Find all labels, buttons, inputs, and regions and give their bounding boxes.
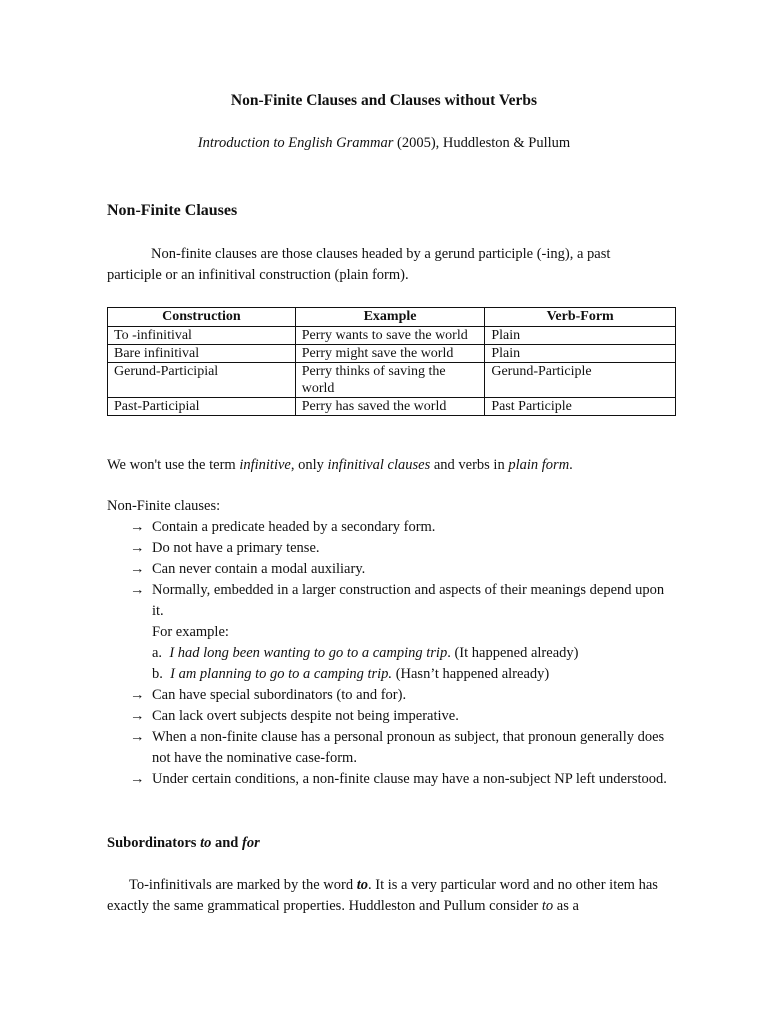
subheading-text: Subordinators: [107, 835, 201, 851]
table-row: [108, 345, 676, 363]
term-note-text: and verbs in: [430, 457, 509, 473]
table-cell: Plain: [485, 345, 676, 363]
example-a-rest: . (It happened already): [447, 645, 579, 661]
subheading-italic: to: [200, 835, 212, 851]
table-cell: Bare infinitival: [108, 345, 296, 363]
arrow-icon: →: [130, 708, 145, 724]
example-block: [107, 622, 667, 685]
arrow-icon: →: [130, 771, 145, 787]
example-a-italic: I had long been wanting to go to a camping trip: [169, 645, 448, 661]
table-cell: Perry has saved the world: [295, 398, 485, 416]
table-cell: Perry might save the world: [295, 345, 485, 363]
final-paragraph-text: as a: [553, 898, 579, 914]
example-b-rest: (Hasn’t happened already): [392, 666, 550, 682]
example-b-italic: I am planning to go to a camping trip.: [170, 666, 393, 682]
term-note-italic: plain form: [508, 457, 570, 473]
example-label: For example:: [152, 624, 229, 640]
subheading-text: and: [211, 835, 242, 851]
table-cell: Perry thinks of saving the world: [295, 363, 485, 398]
table-row: [108, 363, 676, 398]
citation-book-title: Introduction to English Grammar: [197, 135, 394, 151]
table-header: Verb-Form: [485, 308, 676, 327]
list-item: [107, 559, 667, 580]
list-item-text: Contain a predicate headed by a secondary form.: [152, 519, 436, 535]
list-item-text: Under certain conditions, a non-finite clause may have a non-subject NP left understood.: [152, 771, 667, 787]
list-intro: Non-Finite clauses:: [107, 498, 221, 514]
list-item-text: Do not have a primary tense.: [152, 540, 320, 556]
list-item: [107, 685, 667, 706]
section-heading: Non-Finite Clauses: [107, 202, 238, 219]
arrow-icon: →: [130, 519, 145, 535]
list-item: [107, 517, 667, 538]
term-note-text: .: [569, 457, 573, 473]
list-item: [107, 769, 667, 790]
table-cell: Past Participle: [485, 398, 676, 416]
list-item-text: Can never contain a modal auxiliary.: [152, 561, 366, 577]
construction-table: [107, 307, 676, 416]
list-item-text: When a non-finite clause has a personal pronoun as subject, that pronoun generally does not have the nominative case-form.: [152, 729, 665, 766]
arrow-icon: →: [130, 540, 145, 556]
list-item-text: Can have special subordinators (to and for).: [152, 687, 407, 703]
intro-paragraph: [107, 244, 667, 286]
table-row: [108, 327, 676, 345]
term-note-italic: infinitival clauses: [327, 457, 431, 473]
arrow-icon: →: [130, 729, 145, 745]
example-a: [152, 643, 667, 664]
table-cell: Past-Participial: [108, 398, 296, 416]
subordinators-heading: [107, 835, 260, 852]
table-row: [108, 398, 676, 416]
list-item-text: Can lack overt subjects despite not being imperative.: [152, 708, 459, 724]
example-b: [152, 664, 667, 685]
list-item: [107, 538, 667, 559]
table-cell: Perry wants to save the world: [295, 327, 485, 345]
final-paragraph-text: . It is a very particular word and no other item has exactly the same grammatical properties. Huddleston and Pullum consider: [107, 877, 658, 914]
term-note-italic: infinitive: [239, 457, 291, 473]
arrow-icon: →: [130, 582, 145, 598]
list-item: [107, 706, 667, 727]
final-paragraph-text: To-infinitivals are marked by the word: [129, 877, 357, 893]
arrow-icon: →: [130, 687, 145, 703]
table-header: Example: [295, 308, 485, 327]
list-item: [107, 727, 667, 769]
table-cell: Plain: [485, 327, 676, 345]
list-item-text: Normally, embedded in a larger construction and aspects of their meanings depend upon it.: [152, 582, 665, 619]
term-note-text: We won't use the term: [107, 457, 240, 473]
table-header-row: [108, 308, 676, 327]
table-cell: To -infinitival: [108, 327, 296, 345]
final-paragraph: [107, 875, 667, 917]
term-note-text: , only: [290, 457, 328, 473]
final-paragraph-italic: to: [541, 898, 554, 914]
non-finite-properties-list: [107, 517, 667, 790]
subheading-italic: for: [242, 835, 260, 851]
example-marker: b.: [152, 666, 163, 682]
table-cell: Gerund-Participial: [108, 363, 296, 398]
citation: [0, 135, 768, 152]
final-paragraph-bold-italic: to: [356, 877, 368, 893]
table-cell: Gerund-Participle: [485, 363, 676, 398]
list-item: [107, 580, 667, 622]
example-marker: a.: [152, 645, 163, 661]
term-note: [107, 455, 667, 476]
arrow-icon: →: [130, 561, 145, 577]
citation-rest: (2005), Huddleston & Pullum: [393, 135, 571, 151]
table-header: Construction: [108, 308, 296, 327]
intro-paragraph-text: Non-finite clauses are those clauses headed by a gerund participle (-ing), a past participle or an infinitival construction (plain form).: [107, 246, 611, 283]
document-title: Non-Finite Clauses and Clauses without Verbs: [230, 92, 538, 109]
